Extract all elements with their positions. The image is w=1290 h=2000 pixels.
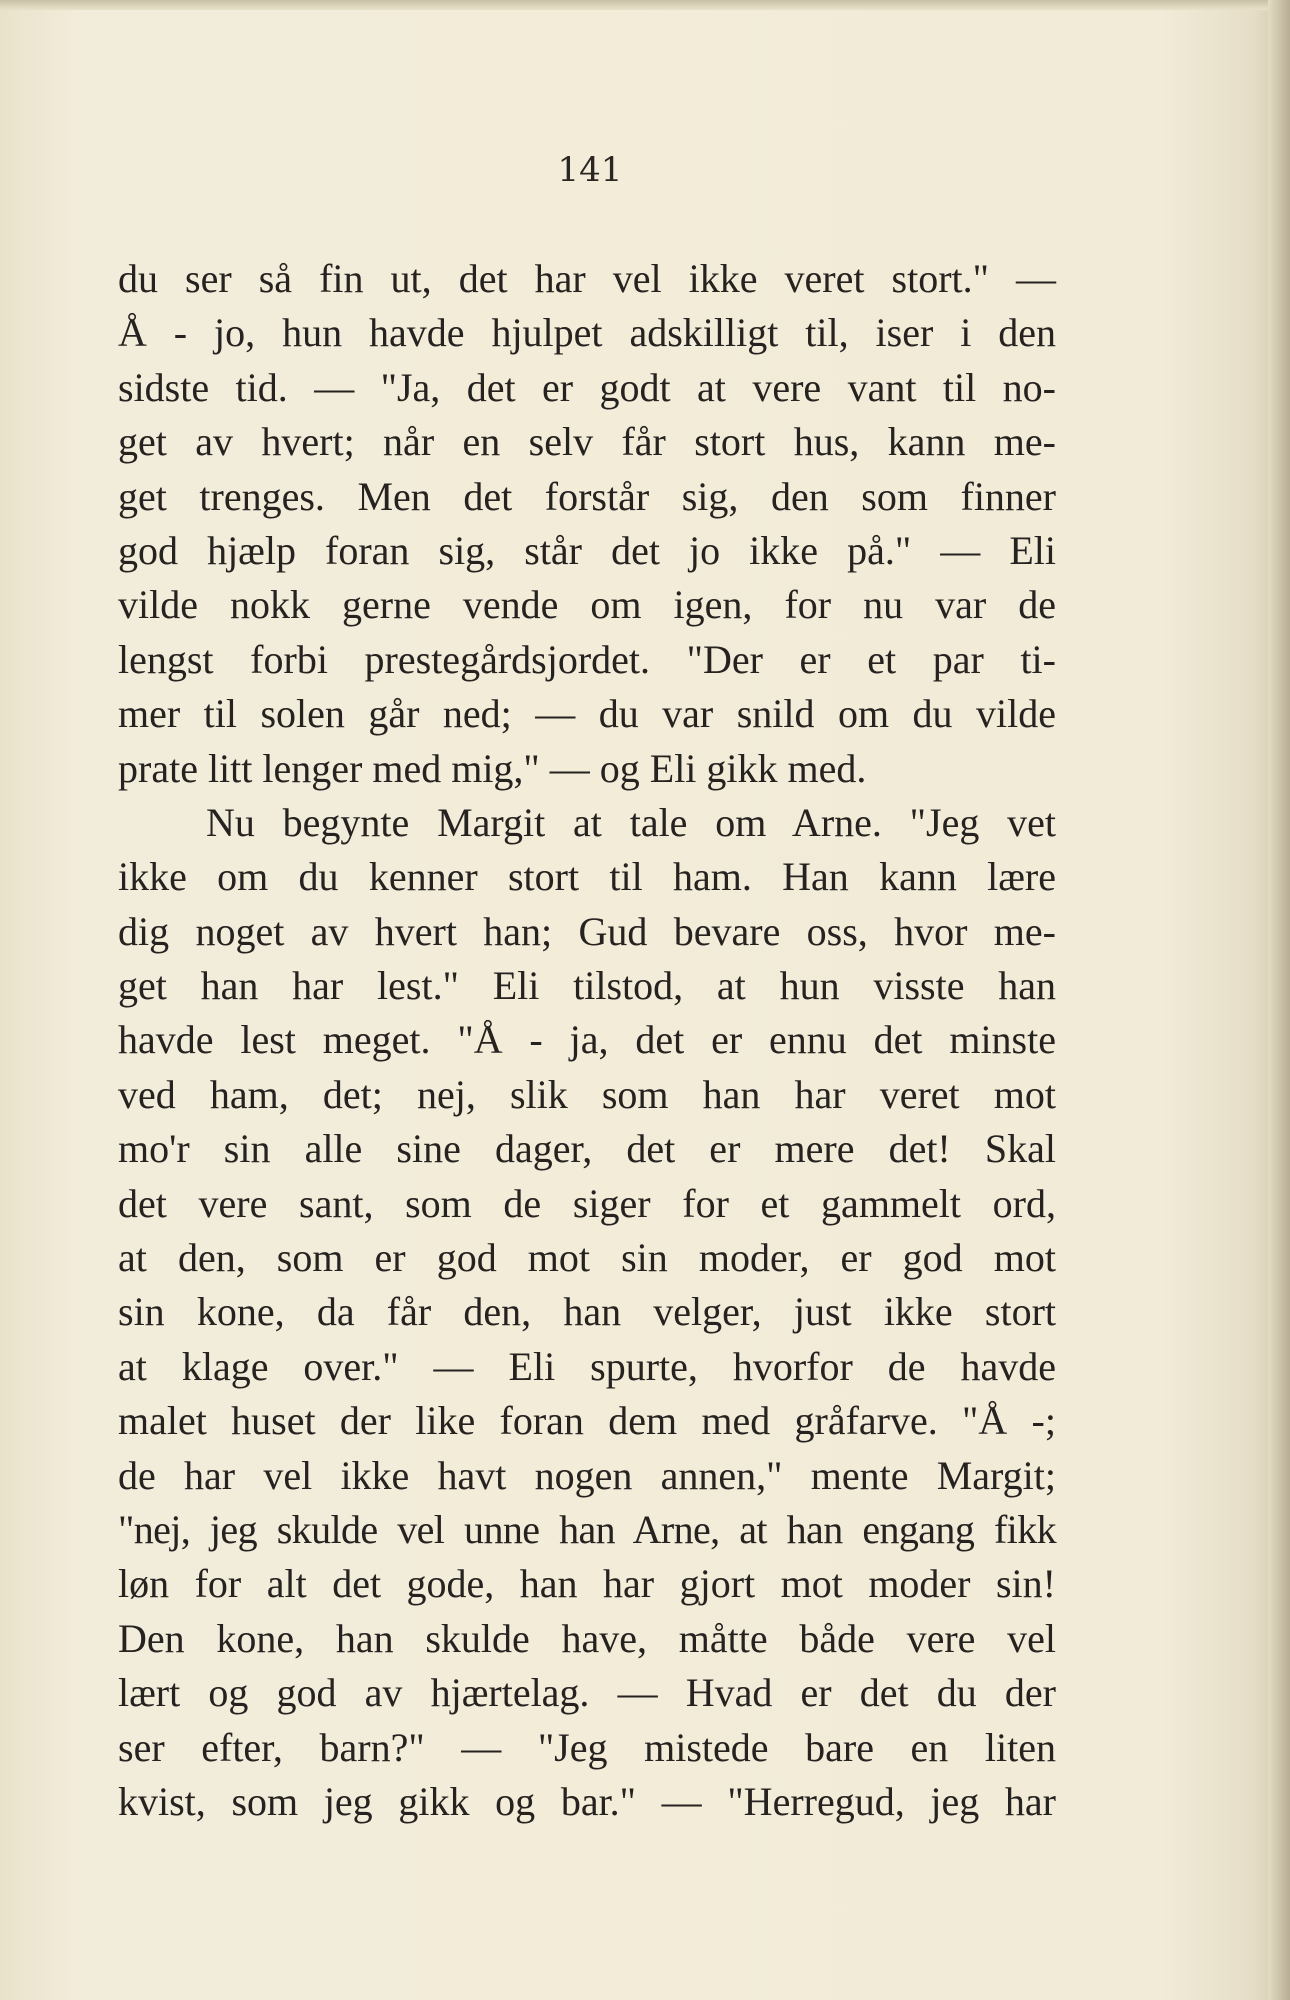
text-line: ser efter, barn?" — "Jeg mistede bare en liten (118, 1724, 1056, 1770)
text-line: mer til solen går ned; — du var snild om du vilde (118, 691, 1056, 737)
page-number: 141 (557, 150, 623, 190)
text-line: at den, som er god mot sin moder, er god mot (118, 1235, 1056, 1281)
text-line: løn for alt det gode, han har gjort mot moder sin! (118, 1561, 1056, 1607)
text-line: de har vel ikke havt nogen annen," mente Margit; (118, 1452, 1056, 1498)
text-line: "nej, jeg skulde vel unne han Arne, at han engang fikk (118, 1506, 1056, 1552)
text-line: lengst forbi prestegårdsjordet. "Der er et par ti- (118, 636, 1056, 682)
text-line: ved ham, det; nej, slik som han har veret mot (118, 1071, 1056, 1117)
text-line: du ser så fin ut, det har vel ikke veret stort." — (118, 256, 1056, 301)
text-line: kvist, som jeg gikk og bar." — "Herregud, jeg har (118, 1778, 1056, 1824)
text-line: mo'r sin alle sine dager, det er mere det! Skal (118, 1126, 1056, 1172)
text-line: get av hvert; når en selv får stort hus, kann me- (118, 419, 1056, 465)
text-line-paragraph-start: Nu begynte Margit at tale om Arne. "Jeg vet (206, 799, 1056, 845)
body-text (118, 252, 1056, 1829)
text-line: det vere sant, som de siger for et gammelt ord, (118, 1180, 1056, 1226)
text-line: Den kone, han skulde have, måtte både vere vel (118, 1615, 1056, 1661)
text-line: havde lest meget. "Å - ja, det er ennu det minste (118, 1017, 1056, 1063)
text-line: Å - jo, hun havde hjulpet adskilligt til, iser i den (118, 310, 1056, 356)
text-line: god hjælp foran sig, står det jo ikke på." — Eli (118, 527, 1056, 573)
page-right-edge (1268, 0, 1290, 2000)
text-line: at klage over." — Eli spurte, hvorfor de havde (118, 1343, 1056, 1389)
text-line: lært og god av hjærtelag. — Hvad er det du der (118, 1670, 1056, 1716)
text-line: prate litt lenger med mig," — og Eli gikk med. (118, 745, 867, 791)
text-line: get trenges. Men det forstår sig, den som finner (118, 473, 1056, 519)
text-line: ikke om du kenner stort til ham. Han kann lære (118, 854, 1056, 900)
text-line: vilde nokk gerne vende om igen, for nu var de (118, 582, 1056, 628)
text-line: sin kone, da får den, han velger, just ikke stort (118, 1289, 1056, 1335)
text-line: malet huset der like foran dem med gråfarve. "Å -; (118, 1398, 1056, 1444)
text-line: sidste tid. — "Ja, det er godt at vere vant til no- (118, 364, 1056, 410)
page-top-edge (0, 0, 1290, 10)
text-line: get han har lest." Eli tilstod, at hun visste han (118, 963, 1056, 1009)
text-line: dig noget av hvert han; Gud bevare oss, hvor me- (118, 908, 1056, 954)
